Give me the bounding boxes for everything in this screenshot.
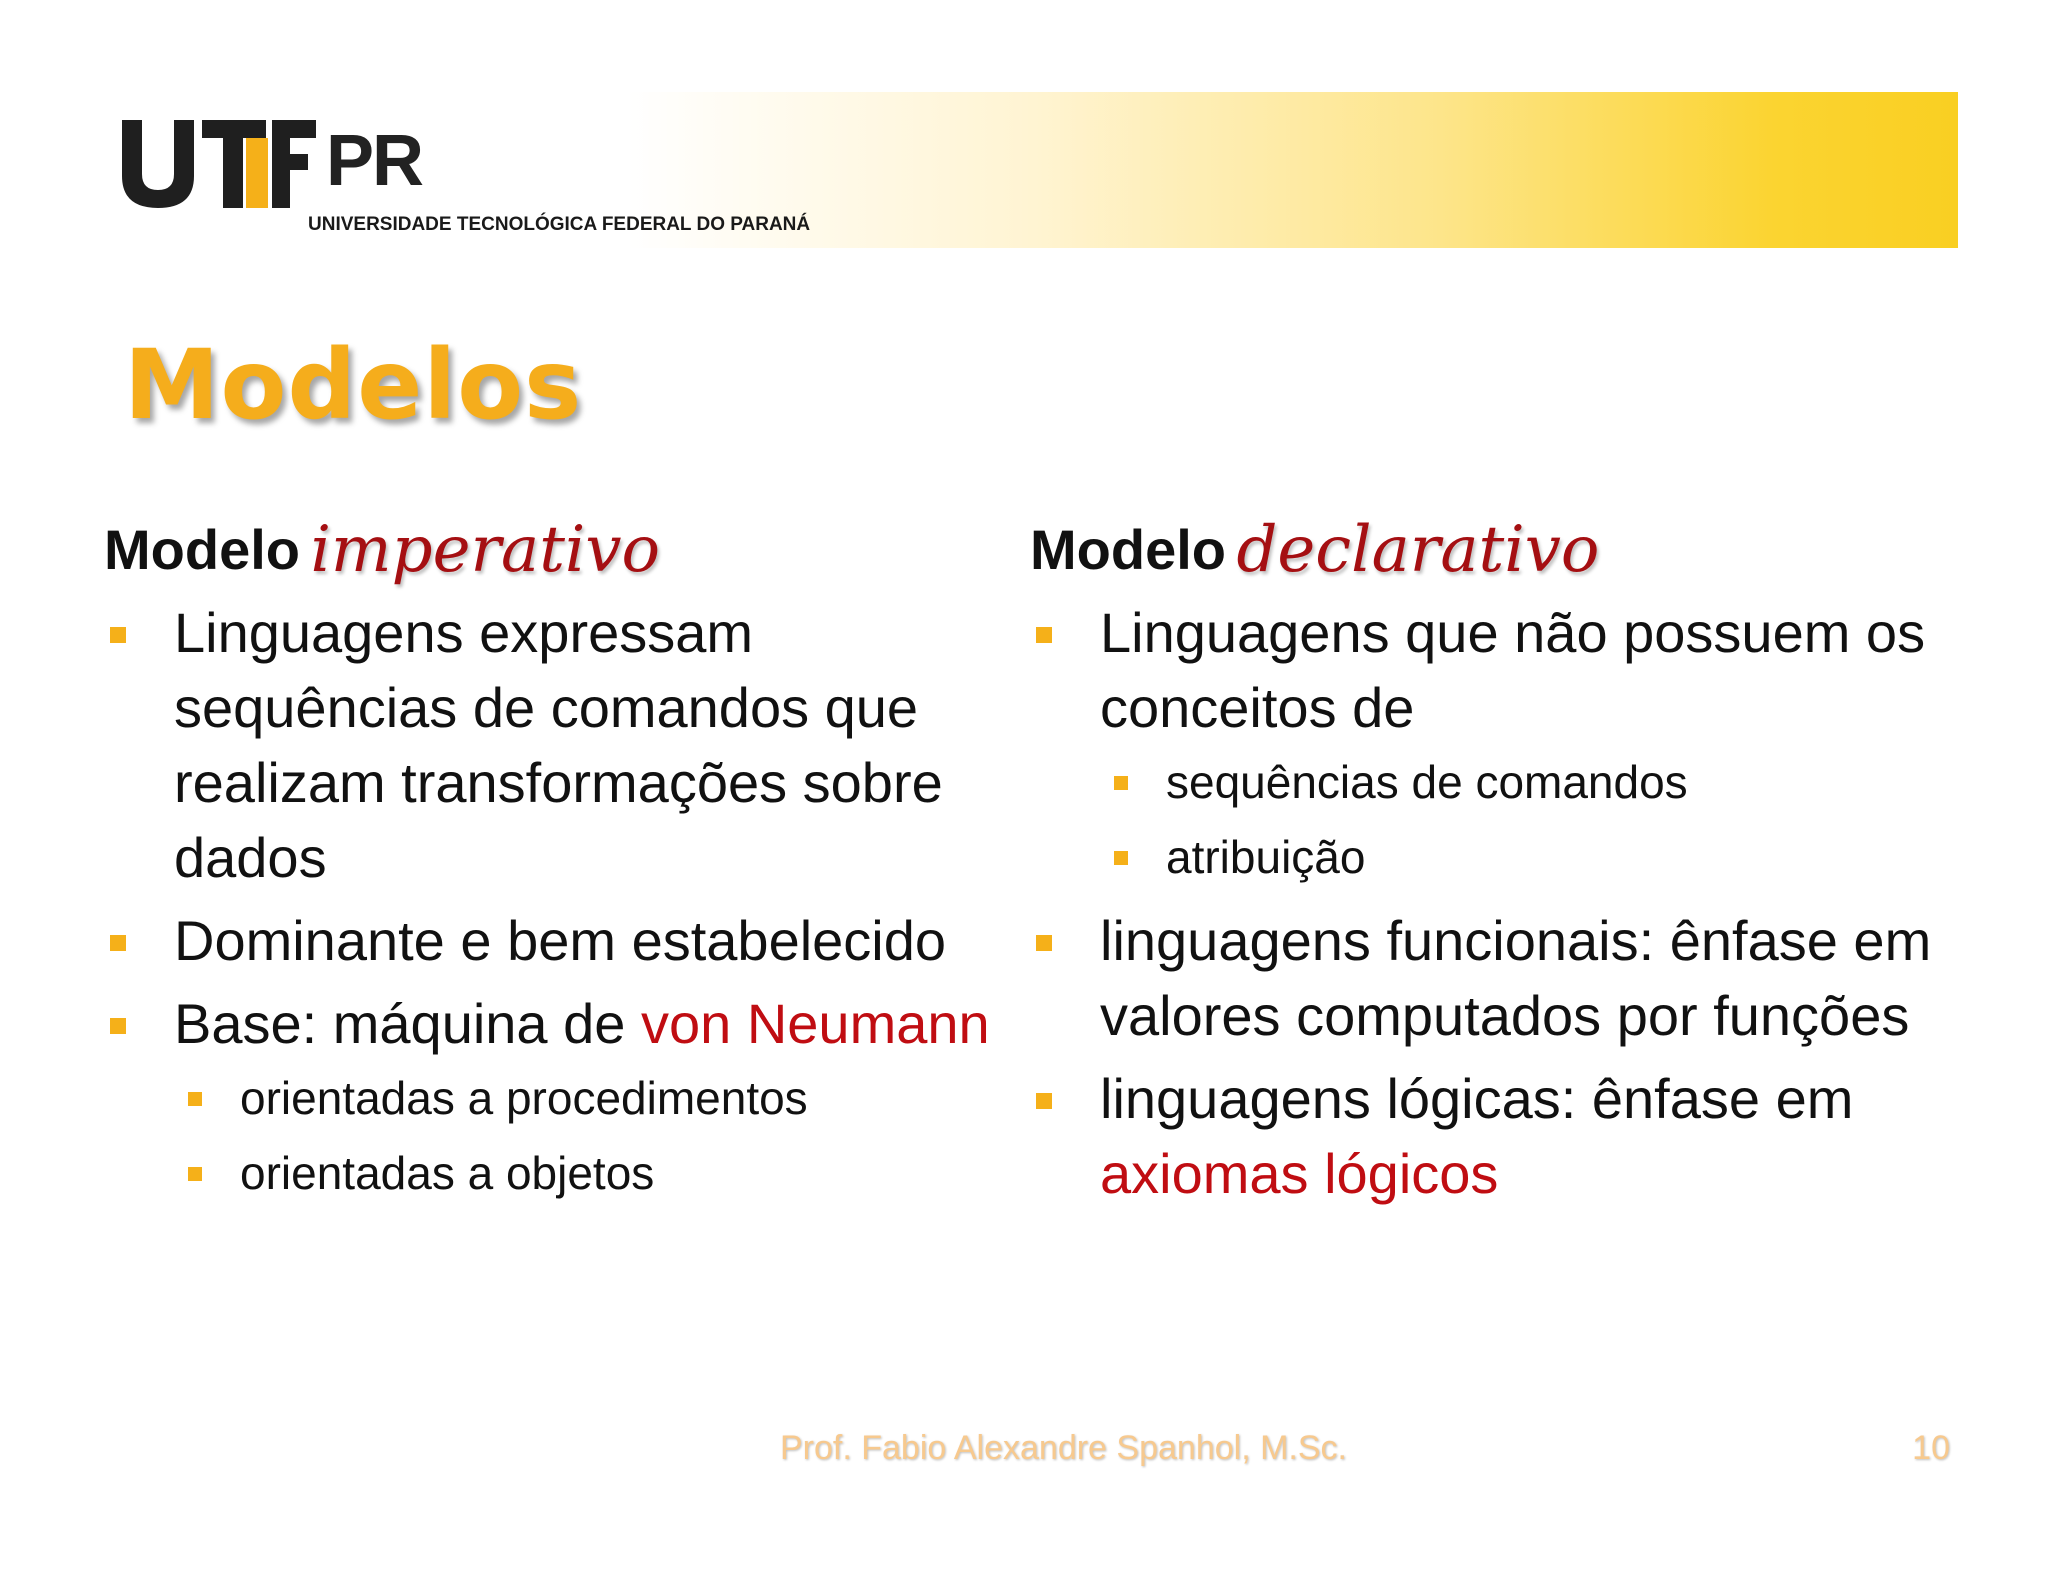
- sub-list-item: sequências de comandos: [1112, 745, 1950, 820]
- heading-script-word: imperativo: [310, 513, 661, 587]
- list-item: linguagens lógicas: ênfase em axiomas lógicos: [1030, 1061, 1950, 1211]
- sub-list: [186, 1061, 1004, 1211]
- page-title: Modelos: [124, 329, 583, 441]
- list-item: Base: máquina de von Neumann orientadas a procedimentos orientadas a objetos: [104, 986, 1004, 1211]
- highlight-text: von Neumann: [640, 992, 990, 1055]
- heading-script-word: declarativo: [1236, 513, 1600, 587]
- imperative-heading: [104, 505, 1004, 595]
- heading-label: Modelo: [1030, 518, 1226, 581]
- imperative-column: [104, 505, 1004, 1219]
- declarative-heading: [1030, 505, 1950, 595]
- list-item: Linguagens expressam sequências de comandos que realizam transformações sobre dados: [104, 595, 1004, 895]
- heading-label: Modelo: [104, 518, 300, 581]
- logo-wordmark-pr: PR: [326, 121, 423, 201]
- imperative-list: [104, 595, 1004, 1211]
- page-number: 10: [1912, 1429, 1950, 1467]
- highlight-text: axiomas lógicos: [1100, 1142, 1499, 1205]
- list-item: linguagens funcionais: ênfase em valores computados por funções: [1030, 903, 1950, 1053]
- sub-list-item: atribuição: [1112, 820, 1950, 895]
- sub-list: [1112, 745, 1950, 895]
- university-name: UNIVERSIDADE TECNOLÓGICA FEDERAL DO PARANÁ: [308, 214, 811, 235]
- list-item: Dominante e bem estabelecido: [104, 903, 1004, 978]
- sub-list-item: orientadas a objetos: [186, 1136, 1004, 1211]
- declarative-list: [1030, 595, 1950, 1211]
- list-item: Linguagens que não possuem os conceitos de sequências de comandos atribuição: [1030, 595, 1950, 895]
- declarative-column: [1030, 505, 1950, 1219]
- sub-list-item: orientadas a procedimentos: [186, 1061, 1004, 1136]
- footer-author: Prof. Fabio Alexandre Spanhol, M.Sc.: [780, 1429, 1347, 1467]
